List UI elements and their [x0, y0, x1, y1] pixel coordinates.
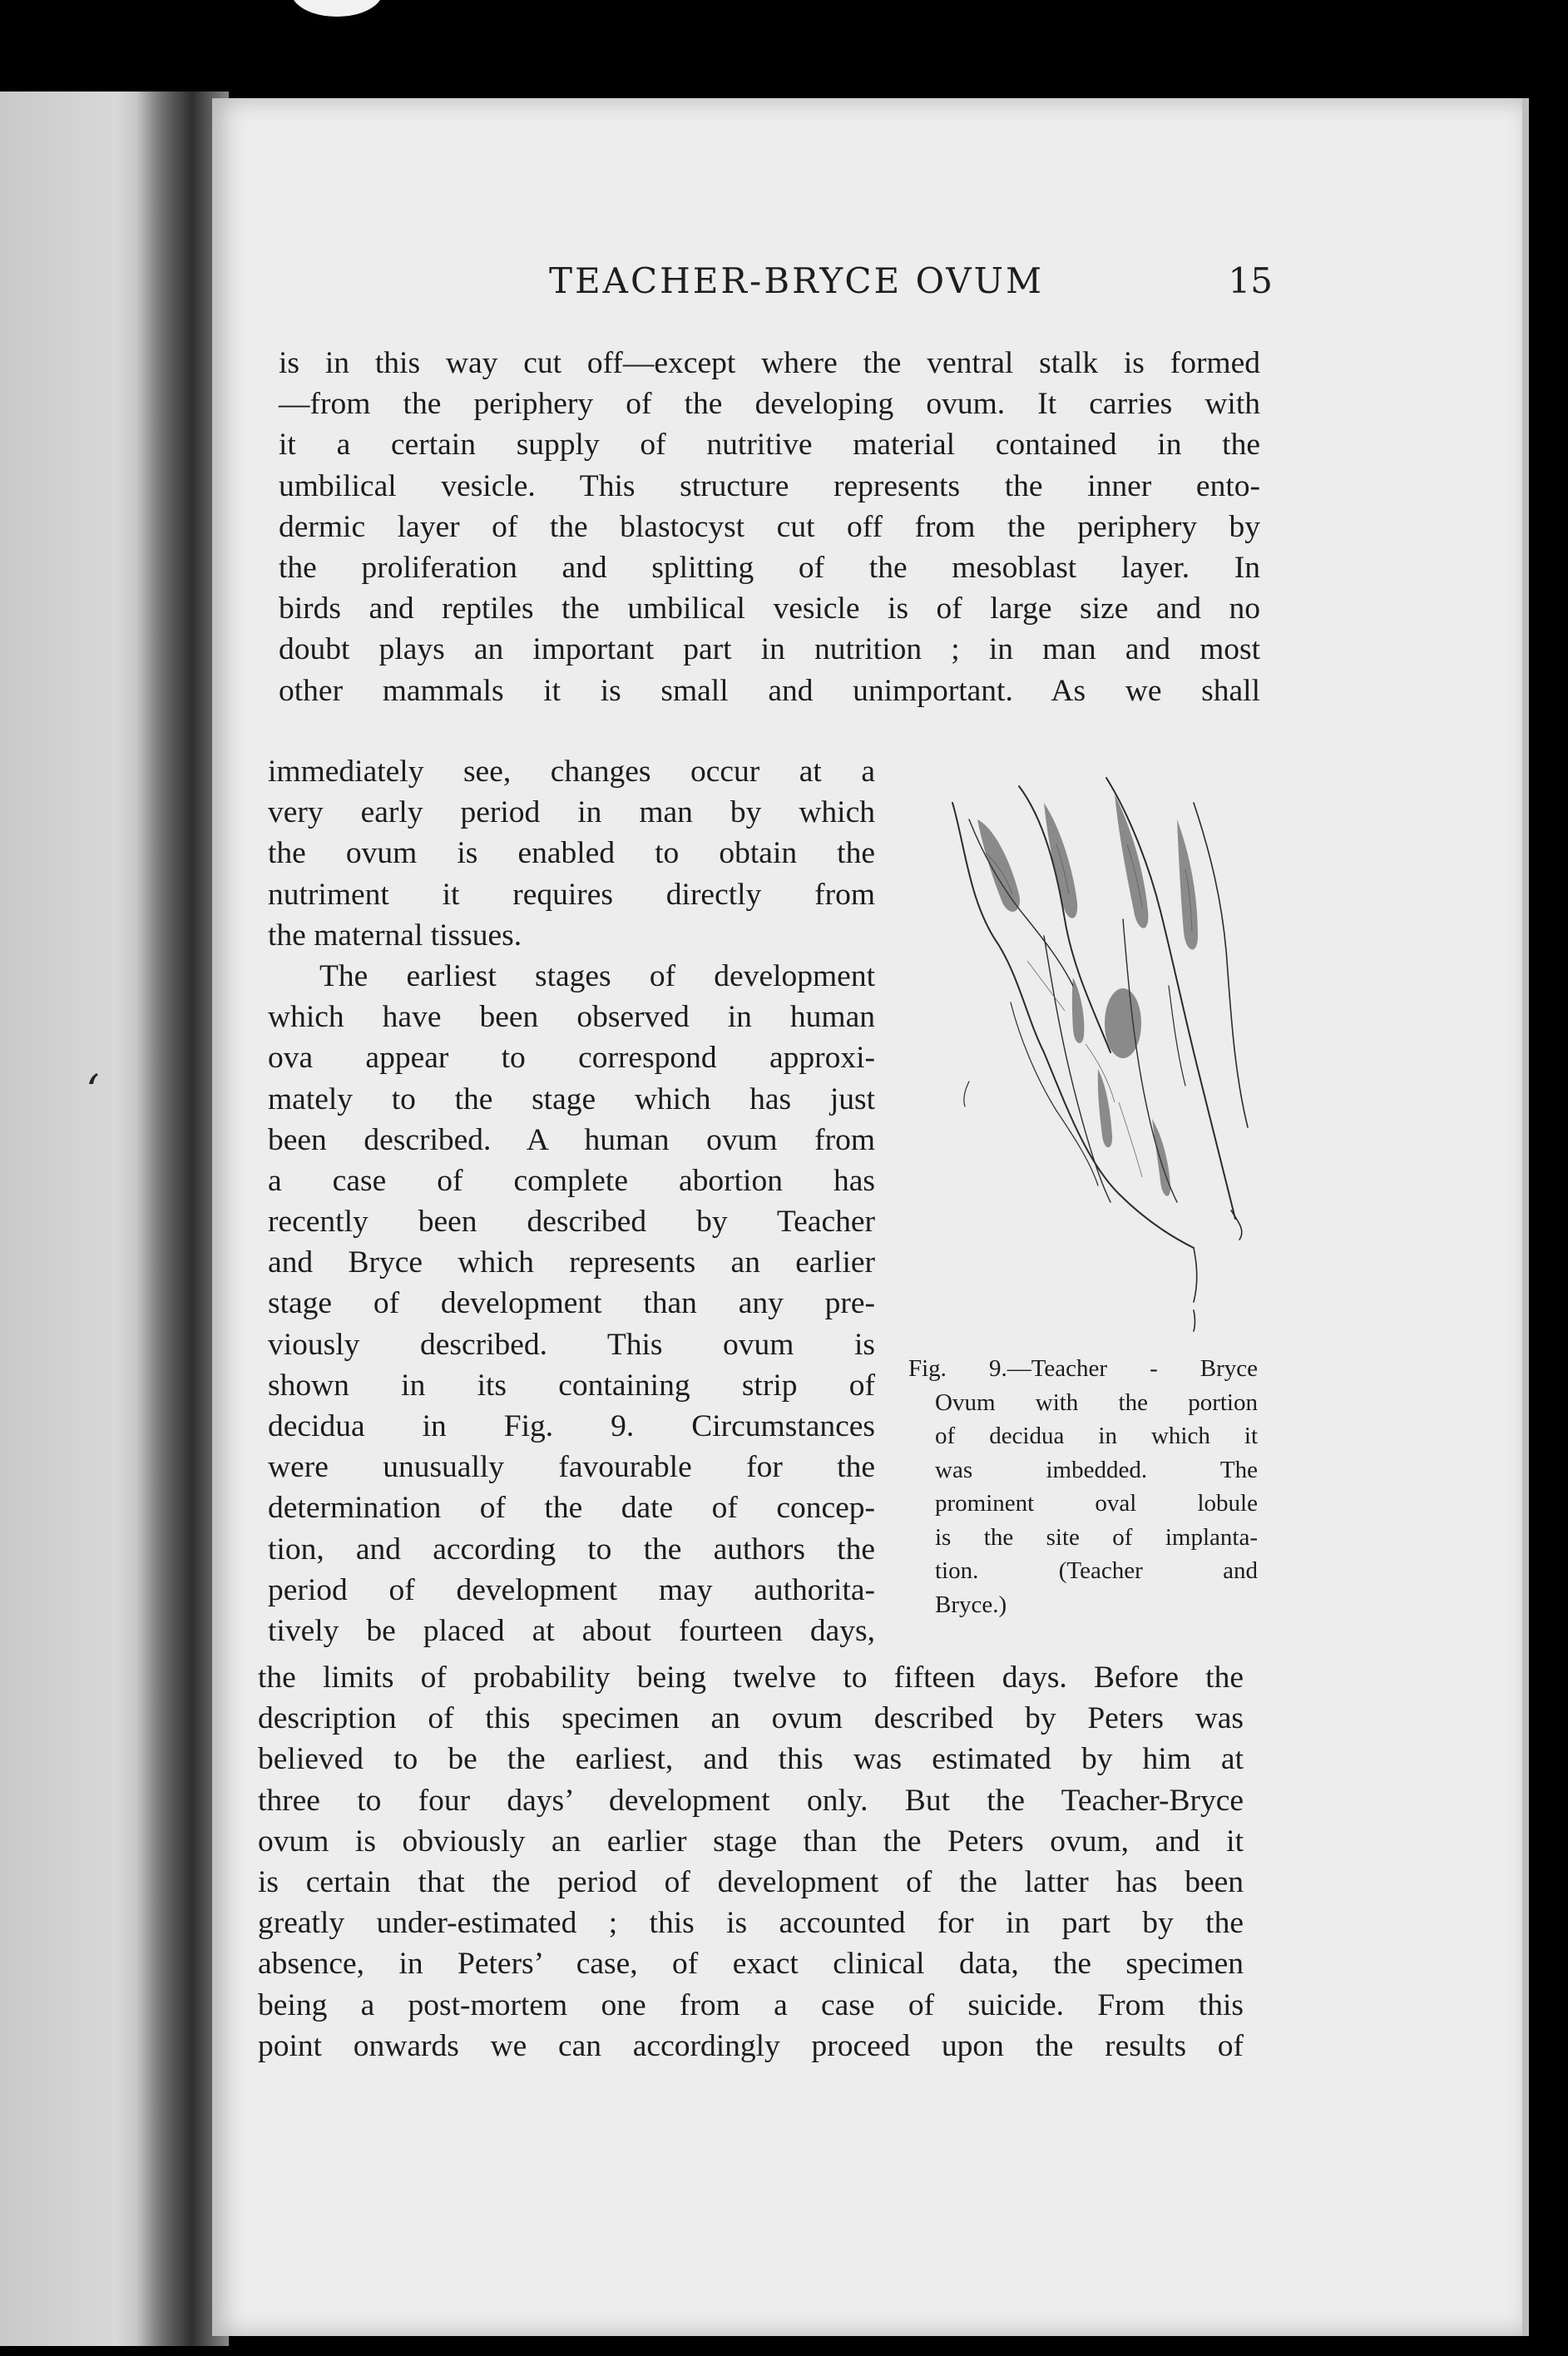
text-line: description of this specimen an ovum described by Peters was: [258, 1701, 1244, 1736]
figure-caption: [908, 1352, 1258, 1621]
text-line: nutriment it requires directly from: [268, 877, 875, 912]
page-number: 15: [1228, 260, 1273, 301]
text-line: and Bryce which represents an earlier: [268, 1245, 875, 1280]
text-line: very early period in man by which: [268, 795, 875, 830]
text-line: believed to be the earliest, and this was estimated by him at: [258, 1742, 1244, 1777]
text-line: greatly under-estimated ; this is accounted for in part by the: [258, 1906, 1244, 1941]
caption-line: is the site of implanta-: [935, 1523, 1258, 1551]
caption-line: Ovum with the portion: [935, 1388, 1258, 1416]
caption-line: of decidua in which it: [935, 1423, 1258, 1449]
text-line: birds and reptiles the umbilical vesicle is of large size and no: [279, 591, 1260, 626]
text-line: which have been observed in human: [268, 1000, 875, 1035]
text-line: mately to the stage which has just: [268, 1081, 875, 1116]
running-title: TEACHER-BRYCE OVUM: [549, 260, 1044, 301]
text-line: viously described. This ovum is: [268, 1327, 875, 1362]
caption-line: Bryce.): [935, 1591, 1007, 1618]
text-line: The earliest stages of development: [319, 958, 875, 993]
text-line: stage of development than any pre-: [268, 1286, 875, 1321]
text-line: is certain that the period of development of the latter has been: [258, 1864, 1244, 1899]
margin-mark: ‘: [86, 1067, 100, 1116]
caption-line: was imbedded. The: [935, 1456, 1258, 1483]
decidua-specimen-drawing: [919, 770, 1256, 1352]
text-line: decidua in Fig. 9. Circumstances: [268, 1409, 875, 1443]
text-line: been described. A human ovum from: [268, 1122, 875, 1157]
text-line: the limits of probability being twelve to fifteen days. Before the: [258, 1661, 1244, 1695]
text-line: three to four days’ development only. But the Teacher-Bryce: [258, 1783, 1244, 1818]
text-line: point onwards we can accordingly proceed upon the results of: [258, 2028, 1244, 2063]
scan-artifact: [291, 0, 383, 17]
text-line: the maternal tissues.: [268, 918, 522, 953]
text-line: tion, and according to the authors the: [268, 1532, 875, 1567]
caption-line: Fig. 9.—Teacher - Bryce: [908, 1355, 1258, 1382]
text-line: —from the periphery of the developing ovum. It carries with: [279, 387, 1260, 422]
text-line: is in this way cut off—except where the ventral stalk is formed: [279, 346, 1260, 380]
text-line: a case of complete abortion has: [268, 1163, 875, 1198]
text-line: recently been described by Teacher: [268, 1205, 875, 1240]
text-line: umbilical vesicle. This structure represents the inner ento-: [279, 468, 1260, 503]
page-header: [499, 260, 1273, 310]
text-line: period of development may authorita-: [268, 1572, 875, 1607]
text-line: absence, in Peters’ case, of exact clinical data, the specimen: [258, 1947, 1244, 1982]
text-line: ova appear to correspond approxi-: [268, 1041, 875, 1076]
text-line: immediately see, changes occur at a: [268, 755, 875, 789]
body-text-bottom: [258, 1657, 1244, 2066]
text-line: the proliferation and splitting of the mesoblast layer. In: [279, 550, 1260, 585]
body-text-top: [279, 343, 1260, 711]
caption-line: prominent oval lobule: [935, 1490, 1258, 1517]
text-line: ovum is obviously an earlier stage than the Peters ovum, and it: [258, 1824, 1244, 1859]
text-line: shown in its containing strip of: [268, 1368, 875, 1403]
body-text-left-column: [268, 751, 875, 1651]
text-line: the ovum is enabled to obtain the: [268, 836, 875, 871]
text-line: were unusually favourable for the: [268, 1450, 875, 1485]
text-line: being a post-mortem one from a case of suicide. From this: [258, 1987, 1244, 2022]
figure-ovum-illustration: [919, 770, 1256, 1352]
text-line: tively be placed at about fourteen days,: [268, 1613, 875, 1648]
text-line: determination of the date of concep-: [268, 1491, 875, 1526]
caption-line: tion. (Teacher and: [935, 1557, 1258, 1584]
text-line: dermic layer of the blastocyst cut off from the periphery by: [279, 509, 1260, 544]
text-line: doubt plays an important part in nutrition ; in man and most: [279, 632, 1260, 667]
text-line: it a certain supply of nutritive material contained in the: [279, 428, 1260, 463]
page-edge: [1522, 98, 1529, 2336]
text-line: other mammals it is small and unimportant. As we shall: [279, 673, 1260, 708]
